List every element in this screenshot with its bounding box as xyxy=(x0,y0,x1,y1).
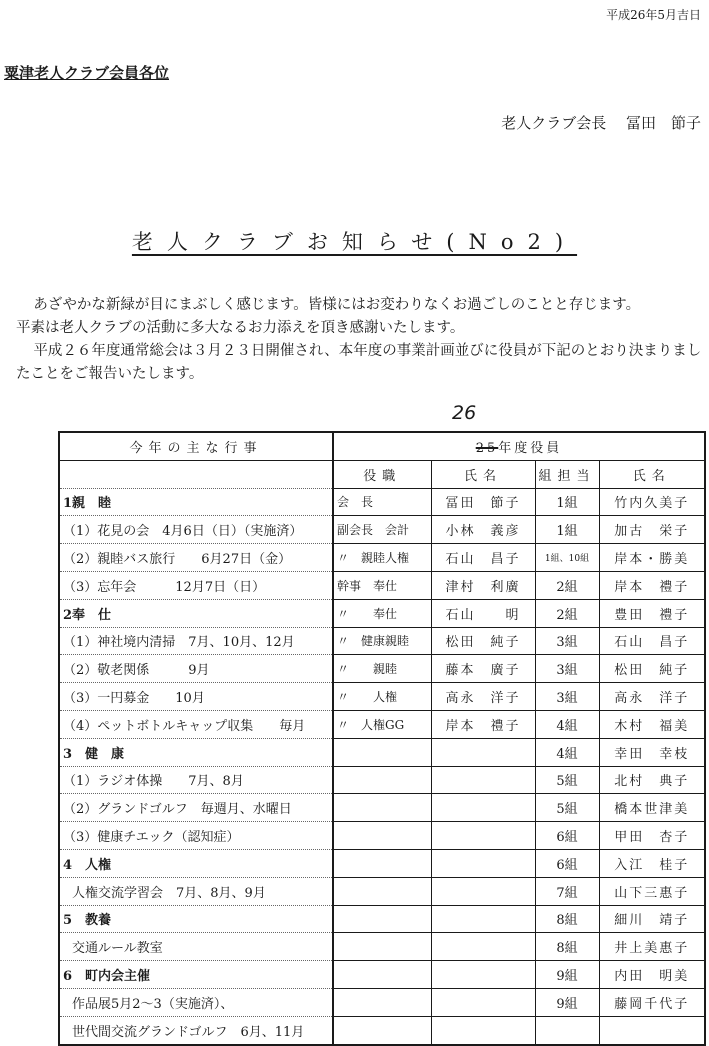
cell-gname: 井上美惠子 xyxy=(599,933,705,961)
cell-role xyxy=(333,905,431,933)
cell-event: 5 教養 xyxy=(59,905,333,933)
cell-gname: 高永 洋子 xyxy=(599,683,705,711)
cell-group: 1組、10組 xyxy=(535,544,599,572)
table-row xyxy=(59,488,705,516)
cell-name xyxy=(431,794,535,822)
cell-group: 9組 xyxy=(535,988,599,1016)
table-row xyxy=(59,1016,705,1044)
cell-name: 松田 純子 xyxy=(431,627,535,655)
cell-role: 〃 人権 xyxy=(333,683,431,711)
cell-group: 1組 xyxy=(535,516,599,544)
cell-role: 〃 親睦人権 xyxy=(333,544,431,572)
cell-name: 冨田 節子 xyxy=(431,488,535,516)
table-row xyxy=(59,933,705,961)
body-paragraph-2: 平素は老人クラブの活動に多大なるお力添えを頂き感謝いたします。 xyxy=(16,320,465,336)
cell-event: （2）親睦バス旅行 6月27日（金） xyxy=(59,544,333,572)
cell-gname: 細川 靖子 xyxy=(599,905,705,933)
cell-role: 〃 健康親睦 xyxy=(333,627,431,655)
officers-header xyxy=(333,432,705,460)
cell-name xyxy=(431,1016,535,1044)
table-row xyxy=(59,877,705,905)
cell-event: （4）ペットボトルキャップ収集 毎月 xyxy=(59,710,333,738)
cell-event: （2）敬老関係 9月 xyxy=(59,655,333,683)
cell-role: 幹事 奉仕 xyxy=(333,571,431,599)
column-header: 組担当 xyxy=(535,460,599,488)
table-row xyxy=(59,571,705,599)
cell-event: （3）健康チエック（認知症） xyxy=(59,822,333,850)
cell-name: 高永 洋子 xyxy=(431,683,535,711)
cell-group: 2組 xyxy=(535,599,599,627)
cell-group: 8組 xyxy=(535,933,599,961)
body-paragraph-3: 平成２６年度通常総会は３月２３日開催され、本年度の事業計画並びに役員が下記のとおり決まりましたことをご報告いたします。 xyxy=(16,343,702,382)
cell-event: 6 町内会主催 xyxy=(59,961,333,989)
body-paragraph-1: あざやかな新緑が目にまぶしく感じます。皆様にはお変わりなくお過ごしのことと存じます。 xyxy=(33,297,641,313)
table-row xyxy=(59,738,705,766)
table-row xyxy=(59,544,705,572)
cell-event: 作品展5月2～3（実施済）、 xyxy=(59,988,333,1016)
cell-name: 藤本 廣子 xyxy=(431,655,535,683)
cell-gname: 岸本 禮子 xyxy=(599,571,705,599)
column-header: 氏名 xyxy=(431,460,535,488)
cell-gname: 石山 昌子 xyxy=(599,627,705,655)
cell-group: 2組 xyxy=(535,571,599,599)
cell-role xyxy=(333,961,431,989)
table-row xyxy=(59,655,705,683)
cell-group: 9組 xyxy=(535,961,599,989)
cell-name: 石山 明 xyxy=(431,599,535,627)
table-row xyxy=(59,794,705,822)
table-row xyxy=(59,766,705,794)
cell-name xyxy=(431,738,535,766)
addressee: 粟津老人クラブ会員各位 xyxy=(4,64,170,82)
cell-role xyxy=(333,822,431,850)
cell-group: 4組 xyxy=(535,738,599,766)
cell-gname: 藤岡千代子 xyxy=(599,988,705,1016)
events-header: 今年の主な行事 xyxy=(59,432,333,460)
cell-group: 3組 xyxy=(535,627,599,655)
cell-role: 〃 奉仕 xyxy=(333,599,431,627)
sender: 老人クラブ会長 冨田 節子 xyxy=(501,114,701,132)
handwritten-year: 26 xyxy=(452,402,477,424)
cell-name xyxy=(431,849,535,877)
cell-event: 交通ルール教室 xyxy=(59,933,333,961)
schedule-table xyxy=(58,431,706,1046)
cell-event: （1）神社境内清掃 7月、10月、12月 xyxy=(59,627,333,655)
table-row xyxy=(59,905,705,933)
cell-name: 岸本 禮子 xyxy=(431,710,535,738)
cell-role xyxy=(333,933,431,961)
cell-gname: 橋本世津美 xyxy=(599,794,705,822)
cell-group: 3組 xyxy=(535,683,599,711)
table-row xyxy=(59,627,705,655)
cell-role xyxy=(333,988,431,1016)
cell-group: 5組 xyxy=(535,766,599,794)
cell-role xyxy=(333,766,431,794)
cell-name: 津村 利廣 xyxy=(431,571,535,599)
cell-role xyxy=(333,877,431,905)
table-row xyxy=(59,961,705,989)
cell-role xyxy=(333,738,431,766)
table-row xyxy=(59,516,705,544)
column-header: 氏名 xyxy=(599,460,705,488)
cell-gname: 入江 桂子 xyxy=(599,849,705,877)
cell-name xyxy=(431,822,535,850)
cell-event: 3 健 康 xyxy=(59,738,333,766)
table-row xyxy=(59,710,705,738)
cell-gname: 豊田 禮子 xyxy=(599,599,705,627)
cell-event: 1親 睦 xyxy=(59,488,333,516)
cell-group xyxy=(535,1016,599,1044)
cell-role: 〃 親睦 xyxy=(333,655,431,683)
struck-year: 25 xyxy=(475,440,499,456)
document-title: 老人クラブお知らせ(No2) xyxy=(131,230,578,254)
cell-name: 小林 義彦 xyxy=(431,516,535,544)
cell-gname: 内田 明美 xyxy=(599,961,705,989)
cell-role xyxy=(333,1016,431,1044)
cell-group: 3組 xyxy=(535,655,599,683)
cell-gname: 幸田 幸枝 xyxy=(599,738,705,766)
table-row xyxy=(59,460,705,488)
body-text xyxy=(16,294,706,386)
cell-name xyxy=(431,877,535,905)
cell-name xyxy=(431,988,535,1016)
cell-name xyxy=(431,961,535,989)
cell-event: 世代間交流グランドゴルフ 6月、11月 xyxy=(59,1016,333,1044)
cell-gname: 山下三惠子 xyxy=(599,877,705,905)
cell-name: 石山 昌子 xyxy=(431,544,535,572)
cell-gname: 北村 典子 xyxy=(599,766,705,794)
cell-event: （1）花見の会 4月6日（日）（実施済） xyxy=(59,516,333,544)
cell-name xyxy=(431,905,535,933)
cell-group: 7組 xyxy=(535,877,599,905)
cell-role: 副会長 会計 xyxy=(333,516,431,544)
cell-event: （3）一円募金 10月 xyxy=(59,683,333,711)
cell-group: 6組 xyxy=(535,849,599,877)
table-row xyxy=(59,988,705,1016)
cell-gname: 竹内久美子 xyxy=(599,488,705,516)
document-date: 平成26年5月吉日 xyxy=(606,8,701,22)
cell-group: 8組 xyxy=(535,905,599,933)
cell-gname: 加古 栄子 xyxy=(599,516,705,544)
cell-event: 2奉 仕 xyxy=(59,599,333,627)
cell-group: 6組 xyxy=(535,822,599,850)
cell-gname: 岸本・勝美 xyxy=(599,544,705,572)
cell-group: 4組 xyxy=(535,710,599,738)
officers-header-label: 年度役員 xyxy=(498,440,563,456)
table-row xyxy=(59,683,705,711)
cell-group: 5組 xyxy=(535,794,599,822)
table-header-row xyxy=(59,432,705,460)
cell-name xyxy=(431,766,535,794)
table-body xyxy=(59,460,705,1044)
table-row xyxy=(59,599,705,627)
cell-gname: 甲田 杏子 xyxy=(599,822,705,850)
cell-name xyxy=(431,933,535,961)
column-header: 役職 xyxy=(333,460,431,488)
cell-role: 会 長 xyxy=(333,488,431,516)
cell-gname: 木村 福美 xyxy=(599,710,705,738)
cell-role xyxy=(333,794,431,822)
cell-event: 人権交流学習会 7月、8月、9月 xyxy=(59,877,333,905)
cell-role: 〃 人権GG xyxy=(333,710,431,738)
table-row xyxy=(59,849,705,877)
cell-event xyxy=(59,460,333,488)
cell-event: 4 人権 xyxy=(59,849,333,877)
cell-gname xyxy=(599,1016,705,1044)
table-row xyxy=(59,822,705,850)
cell-event: （1）ラジオ体操 7月、8月 xyxy=(59,766,333,794)
cell-role xyxy=(333,849,431,877)
cell-event: （3）忘年会 12月7日（日） xyxy=(59,571,333,599)
cell-group: 1組 xyxy=(535,488,599,516)
cell-event: （2）グランドゴルフ 毎週月、水曜日 xyxy=(59,794,333,822)
cell-gname: 松田 純子 xyxy=(599,655,705,683)
